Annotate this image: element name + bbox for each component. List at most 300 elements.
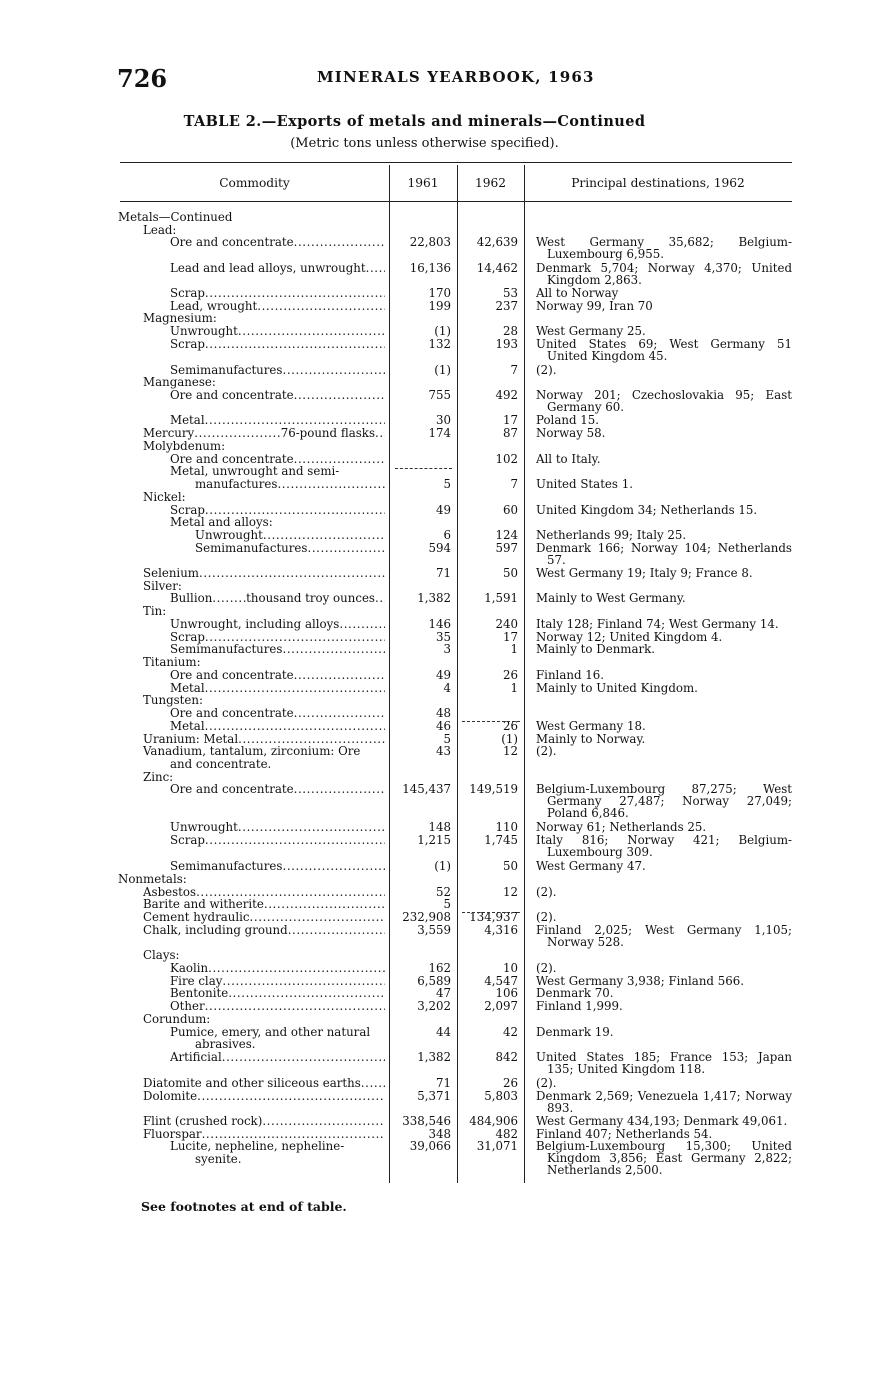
- leader-dots: [257, 300, 385, 313]
- row-label: [170, 325, 385, 338]
- row-label-text: Ore and concentrate: [170, 389, 294, 402]
- destination: [536, 682, 792, 694]
- value-1962: 482: [495, 1127, 518, 1141]
- value-1962: 1,591: [484, 591, 518, 605]
- row-label-text: Ore and concentrate: [170, 669, 294, 682]
- destination: [536, 427, 792, 439]
- leader-dots: [375, 592, 385, 605]
- row-label: [195, 529, 385, 542]
- row-label-text: Semimanufactures: [170, 364, 283, 377]
- row-label: [170, 262, 385, 275]
- value-1962: 28: [502, 324, 518, 338]
- destination: [536, 300, 792, 312]
- leader-dots: [205, 1000, 385, 1013]
- destination-text: Finland 1,999.: [536, 999, 623, 1013]
- row-label: [170, 338, 385, 351]
- row-label-text: Chalk, including ground: [143, 924, 288, 937]
- value-1961: 49: [435, 668, 451, 682]
- row-label-text: Zinc:: [143, 771, 174, 784]
- destination: [536, 389, 792, 413]
- value-1961: 47: [435, 986, 451, 1000]
- row-unit: thousand troy ounces: [246, 592, 375, 605]
- leader-dots: [222, 975, 385, 988]
- row-label: [170, 962, 385, 975]
- value-1961: 199: [428, 299, 451, 313]
- value-1962: 842: [495, 1050, 518, 1064]
- destination-text: All to Italy.: [536, 452, 601, 466]
- row-label: [195, 542, 385, 555]
- row-label: [143, 886, 385, 899]
- row-label: [170, 364, 385, 377]
- leader-dots: [294, 669, 385, 682]
- destination: [536, 911, 792, 923]
- destination-text: Mainly to West Germany.: [536, 591, 686, 605]
- row-label: [170, 758, 385, 771]
- value-1962: 60: [502, 503, 518, 517]
- row-label: [143, 949, 385, 962]
- destination: [536, 1115, 792, 1127]
- leader-dots: [294, 389, 385, 402]
- row-label-text: Silver:: [143, 580, 182, 593]
- value-1961: (1): [434, 324, 451, 338]
- row-label-text: Other: [170, 1000, 205, 1013]
- destination-text: United States 185; France 153; Japan 135; United Kingdom 118.: [536, 1050, 792, 1077]
- value-1961: 35: [435, 630, 451, 644]
- running-head: MINERALS YEARBOOK, 1963: [317, 68, 595, 86]
- value-1962: 17: [502, 630, 518, 644]
- row-label: [143, 911, 385, 924]
- row-label: [143, 491, 385, 504]
- row-label: [170, 1140, 385, 1153]
- leader-dots: [361, 1077, 385, 1090]
- destination-text: All to Norway: [536, 286, 619, 300]
- row-label: [143, 898, 385, 911]
- row-label-text: manufactures: [195, 478, 278, 491]
- row-label-text: Scrap: [170, 338, 205, 351]
- value-1961: 71: [435, 566, 451, 580]
- value-1962: 4,547: [484, 974, 518, 988]
- row-label-text: Tungsten:: [143, 694, 203, 707]
- value-1962: 597: [495, 541, 518, 555]
- header-destinations: Principal destinations, 1962: [571, 176, 745, 190]
- destination-text: Mainly to Denmark.: [536, 642, 656, 656]
- row-label-text: Lead, wrought: [170, 300, 258, 313]
- value-1962: (1): [501, 732, 518, 746]
- row-label: [143, 440, 385, 453]
- row-label: [170, 453, 385, 466]
- destination: [536, 414, 792, 426]
- destination-text: Finland 407; Netherlands 54.: [536, 1127, 713, 1141]
- value-1961: 1,215: [417, 833, 451, 847]
- row-label: [143, 694, 385, 707]
- leader-dots: [288, 924, 385, 937]
- value-1961: 52: [435, 885, 451, 899]
- leader-dots: [294, 783, 385, 796]
- value-1962: 1,745: [484, 833, 518, 847]
- value-1961: (1): [434, 363, 451, 377]
- value-1961: 44: [435, 1025, 451, 1039]
- destination: [536, 236, 792, 260]
- row-label: [143, 376, 385, 389]
- leader-dots: [282, 364, 385, 377]
- row-label: [195, 478, 385, 491]
- row-label-text: Metal: [170, 414, 205, 427]
- row-label: [170, 783, 385, 796]
- destination-text: United States 69; West Germany 51 United Kingdom 45.: [536, 337, 792, 364]
- destination-text: (2).: [536, 961, 557, 975]
- value-1962: 4,316: [484, 923, 518, 937]
- destination-text: West Germany 47.: [536, 859, 646, 873]
- value-1962: 50: [502, 859, 518, 873]
- value-1962: 12: [502, 744, 518, 758]
- leader-dots: [277, 478, 385, 491]
- leader-dots: [375, 427, 385, 440]
- row-label: [170, 1026, 385, 1039]
- leader-dots: [194, 427, 280, 440]
- row-label: [143, 427, 385, 440]
- row-label-text: Tin:: [143, 605, 167, 618]
- destination-text: Mainly to Norway.: [536, 732, 646, 746]
- value-1962: 484,906: [469, 1114, 518, 1128]
- row-label-text: Scrap: [170, 834, 205, 847]
- destination: [536, 325, 792, 337]
- destination: [536, 504, 792, 516]
- row-label-text: Mercury: [143, 427, 195, 440]
- value-1962: 17: [502, 413, 518, 427]
- destination-text: West Germany 18.: [536, 719, 646, 733]
- value-1961: 48: [435, 706, 451, 720]
- header-commodity: Commodity: [219, 176, 290, 190]
- row-label: [143, 224, 385, 237]
- destination-text: Norway 12; United Kingdom 4.: [536, 630, 723, 644]
- destination: [536, 643, 792, 655]
- destination-text: United Kingdom 34; Netherlands 15.: [536, 503, 758, 517]
- value-1961: 39,066: [409, 1139, 451, 1153]
- leader-dots: [205, 414, 385, 427]
- leader-dots: [205, 287, 385, 300]
- empty-cell-1962-tungsten: [462, 721, 520, 722]
- destination: [536, 1000, 792, 1012]
- destination: [536, 669, 792, 681]
- value-1962: 134,937: [469, 910, 518, 924]
- value-1961: 174: [428, 426, 451, 440]
- leader-dots: [238, 821, 385, 834]
- leader-dots: [222, 1051, 385, 1064]
- row-label-text: Fluorspar: [143, 1128, 202, 1141]
- destination: [536, 962, 792, 974]
- destination: [536, 1051, 792, 1075]
- destination: [536, 860, 792, 872]
- value-1962: 102: [495, 452, 518, 466]
- row-label-text: Metal and alloys:: [170, 516, 273, 529]
- destination: [536, 592, 792, 604]
- leader-dots: [199, 567, 385, 580]
- page-number: 726: [117, 64, 168, 93]
- destination: [536, 338, 792, 362]
- row-label: [170, 516, 385, 529]
- row-label: [143, 733, 385, 746]
- row-label-text: Lucite, nepheline, nepheline-: [170, 1140, 345, 1153]
- destination-text: Finland 2,025; West Germany 1,105; Norway 528.: [536, 923, 792, 950]
- row-label-text: Selenium: [143, 567, 199, 580]
- value-1962: 124: [495, 528, 518, 542]
- leader-dots: [294, 236, 385, 249]
- value-1961: 46: [435, 719, 451, 733]
- row-label: [170, 834, 385, 847]
- destination-text: Netherlands 99; Italy 25.: [536, 528, 687, 542]
- row-label-text: Dolomite: [143, 1090, 198, 1103]
- destination-text: (2).: [536, 363, 557, 377]
- destination-text: Italy 128; Finland 74; West Germany 14.: [536, 617, 779, 631]
- destination-text: Belgium-Luxembourg 15,300; United Kingdom 3,856; East Germany 2,822; Netherlands 2,500.: [536, 1139, 792, 1178]
- value-1961: 146: [428, 617, 451, 631]
- destination: [536, 733, 792, 745]
- destination-text: West Germany 35,682; Belgium-Luxembourg 6,955.: [536, 235, 792, 262]
- row-label: [170, 1051, 385, 1064]
- row-label: [170, 504, 385, 517]
- destination: [536, 1090, 792, 1114]
- row-label-text: Unwrought, including alloys: [170, 618, 340, 631]
- destination: [536, 745, 792, 757]
- row-label: [118, 211, 385, 224]
- row-label: [143, 656, 385, 669]
- leader-dots: [264, 898, 385, 911]
- row-label: [143, 1077, 385, 1090]
- row-label: [170, 465, 385, 478]
- row-label-text: Kaolin: [170, 962, 209, 975]
- leader-dots: [196, 886, 385, 899]
- destination: [536, 821, 792, 833]
- value-1962: 42: [502, 1025, 518, 1039]
- destination: [536, 618, 792, 630]
- value-1962: 1: [510, 642, 518, 656]
- value-1961: 1,382: [417, 1050, 451, 1064]
- value-1962: 31,071: [476, 1139, 518, 1153]
- value-1962: 492: [495, 388, 518, 402]
- row-label-text: Titanium:: [143, 656, 201, 669]
- leader-dots: [205, 504, 385, 517]
- value-1962: 149,519: [469, 782, 518, 796]
- row-label: [170, 860, 385, 873]
- row-label-text: Ore and concentrate: [170, 236, 294, 249]
- row-label: [143, 1090, 385, 1103]
- row-label-text: Scrap: [170, 504, 205, 517]
- row-label-text: Uranium: Metal: [143, 733, 239, 746]
- table-title-text: TABLE 2.—Exports of metals and minerals—Continued: [183, 113, 646, 130]
- row-label-text: Metal: [170, 682, 205, 695]
- row-label-text: Metals—Continued: [118, 211, 233, 224]
- row-label-text: Clays:: [143, 949, 180, 962]
- destination-text: West Germany 434,193; Denmark 49,061.: [536, 1114, 788, 1128]
- row-label: [118, 873, 385, 886]
- destination-text: Finland 16.: [536, 668, 605, 682]
- row-label: [143, 745, 385, 758]
- destination: [536, 987, 792, 999]
- table-subtitle-text: (Metric tons unless otherwise specified).: [290, 136, 559, 151]
- leader-dots: [202, 1128, 385, 1141]
- value-1961: 5: [443, 477, 451, 491]
- leader-dots: [205, 720, 385, 733]
- row-label-text: Lead and lead alloys, unwrought: [170, 262, 366, 275]
- value-1962: 2,097: [484, 999, 518, 1013]
- leader-dots: [238, 733, 385, 746]
- empty-cell-1961-molybdenum: [395, 468, 452, 469]
- destination: [536, 364, 792, 376]
- footnote-reference: See footnotes at end of table.: [141, 1199, 347, 1214]
- leader-dots: [366, 262, 385, 275]
- value-1961: 755: [428, 388, 451, 402]
- row-label-text: Bentonite: [170, 987, 229, 1000]
- row-label-text: Lead:: [143, 224, 177, 237]
- value-1961: 4: [443, 681, 451, 695]
- row-label-text: Asbestos: [143, 886, 197, 899]
- value-1961: 348: [428, 1127, 451, 1141]
- row-label-text: Corundum:: [143, 1013, 211, 1026]
- leader-dots: [250, 911, 385, 924]
- row-label: [170, 669, 385, 682]
- value-1962: 26: [502, 719, 518, 733]
- leader-dots: [282, 643, 385, 656]
- destination: [536, 262, 792, 286]
- row-label: [143, 924, 385, 937]
- value-1961: 594: [428, 541, 451, 555]
- row-label: [143, 312, 385, 325]
- destination: [536, 834, 792, 858]
- leader-dots: [238, 325, 385, 338]
- value-1962: 110: [495, 820, 518, 834]
- row-label: [143, 1115, 385, 1128]
- row-label: [143, 605, 385, 618]
- value-1962: 53: [502, 286, 518, 300]
- leader-dots: [262, 1115, 385, 1128]
- value-1961: 6: [443, 528, 451, 542]
- row-label-text: Pumice, emery, and other natural: [170, 1026, 371, 1039]
- value-1961: 162: [428, 961, 451, 975]
- destination: [536, 287, 792, 299]
- row-label: [170, 389, 385, 402]
- row-label: [143, 1013, 385, 1026]
- row-label-text: Metal, unwrought and semi-: [170, 465, 340, 478]
- leader-dots: [263, 529, 385, 542]
- leader-dots: [307, 542, 385, 555]
- value-1962: 87: [502, 426, 518, 440]
- row-label-text: Bullion: [170, 592, 213, 605]
- destination-text: Belgium-Luxembourg 87,275; West Germany 27,487; Norway 27,049; Poland 6,846.: [536, 782, 792, 821]
- row-label-text: syenite.: [195, 1153, 242, 1166]
- row-label: [170, 414, 385, 427]
- leader-dots: [205, 682, 385, 695]
- row-label-text: Semimanufactures: [170, 860, 283, 873]
- leader-dots: [339, 618, 385, 631]
- destination: [536, 478, 792, 490]
- destination-text: (2).: [536, 744, 557, 758]
- row-label: [143, 771, 385, 784]
- empty-cell-1962-barite: [462, 912, 520, 913]
- destination-text: Poland 15.: [536, 413, 600, 427]
- value-1962: 5,803: [484, 1089, 518, 1103]
- leader-dots: [228, 987, 385, 1000]
- destination: [536, 567, 792, 579]
- destination-text: Norway 58.: [536, 426, 606, 440]
- leader-dots: [205, 338, 385, 351]
- leader-dots: [294, 453, 385, 466]
- destination-text: Mainly to United Kingdom.: [536, 681, 698, 695]
- value-1962: 26: [502, 1076, 518, 1090]
- row-label: [170, 821, 385, 834]
- destination-text: West Germany 3,938; Finland 566.: [536, 974, 744, 988]
- row-label-text: Molybdenum:: [143, 440, 226, 453]
- value-1961: 5,371: [417, 1089, 451, 1103]
- row-label: [170, 975, 385, 988]
- row-label-text: Scrap: [170, 287, 205, 300]
- value-1962: 10: [502, 961, 518, 975]
- header-1961: 1961: [407, 176, 439, 190]
- value-1961: 3,559: [417, 923, 451, 937]
- row-label-text: Unwrought: [170, 821, 238, 834]
- value-1962: 240: [495, 617, 518, 631]
- value-1962: 12: [502, 885, 518, 899]
- value-1961: 1,382: [417, 591, 451, 605]
- value-1961: 145,437: [402, 782, 451, 796]
- destination-text: (2).: [536, 1076, 557, 1090]
- row-label-text: Semimanufactures: [170, 643, 283, 656]
- value-1962: 50: [502, 566, 518, 580]
- leader-dots: [212, 592, 246, 605]
- value-1962: 7: [510, 477, 518, 491]
- value-1961: 132: [428, 337, 451, 351]
- value-1961: 5: [443, 897, 451, 911]
- destination: [536, 453, 792, 465]
- leader-dots: [205, 631, 385, 644]
- value-1961: 6,589: [417, 974, 451, 988]
- destination: [536, 1140, 792, 1177]
- leader-dots: [208, 962, 385, 975]
- row-label: [143, 1128, 385, 1141]
- row-label: [170, 1000, 385, 1013]
- value-1961: 170: [428, 286, 451, 300]
- row-label-text: Unwrought: [170, 325, 238, 338]
- row-label-text: Ore and concentrate: [170, 783, 294, 796]
- destination-text: Denmark 2,569; Venezuela 1,417; Norway 893.: [536, 1089, 792, 1116]
- row-label-text: Diatomite and other siliceous earths: [143, 1077, 361, 1090]
- value-1961: 148: [428, 820, 451, 834]
- row-label: [143, 580, 385, 593]
- row-label: [195, 1038, 385, 1051]
- value-1962: 26: [502, 668, 518, 682]
- value-1962: 237: [495, 299, 518, 313]
- row-label-text: Magnesium:: [143, 312, 217, 325]
- value-1962: 42,639: [476, 235, 518, 249]
- row-label-text: Artificial: [170, 1051, 222, 1064]
- destination: [536, 1077, 792, 1089]
- leader-dots: [294, 707, 385, 720]
- value-1961: 5: [443, 732, 451, 746]
- destination-text: Denmark 5,704; Norway 4,370; United Kingdom 2,863.: [536, 261, 792, 288]
- destination-text: Norway 201; Czechoslovakia 95; East Germany 60.: [536, 388, 792, 415]
- value-1961: 49: [435, 503, 451, 517]
- row-label: [170, 236, 385, 249]
- row-label-text: Fire clay: [170, 975, 223, 988]
- destination-text: Norway 61; Netherlands 25.: [536, 820, 707, 834]
- row-label-text: Scrap: [170, 631, 205, 644]
- row-label: [170, 631, 385, 644]
- row-label-text: Unwrought: [195, 529, 263, 542]
- row-label-text: Manganese:: [143, 376, 216, 389]
- leader-dots: [282, 860, 385, 873]
- value-1961: 22,803: [409, 235, 451, 249]
- row-label: [170, 682, 385, 695]
- value-1961: 338,546: [402, 1114, 451, 1128]
